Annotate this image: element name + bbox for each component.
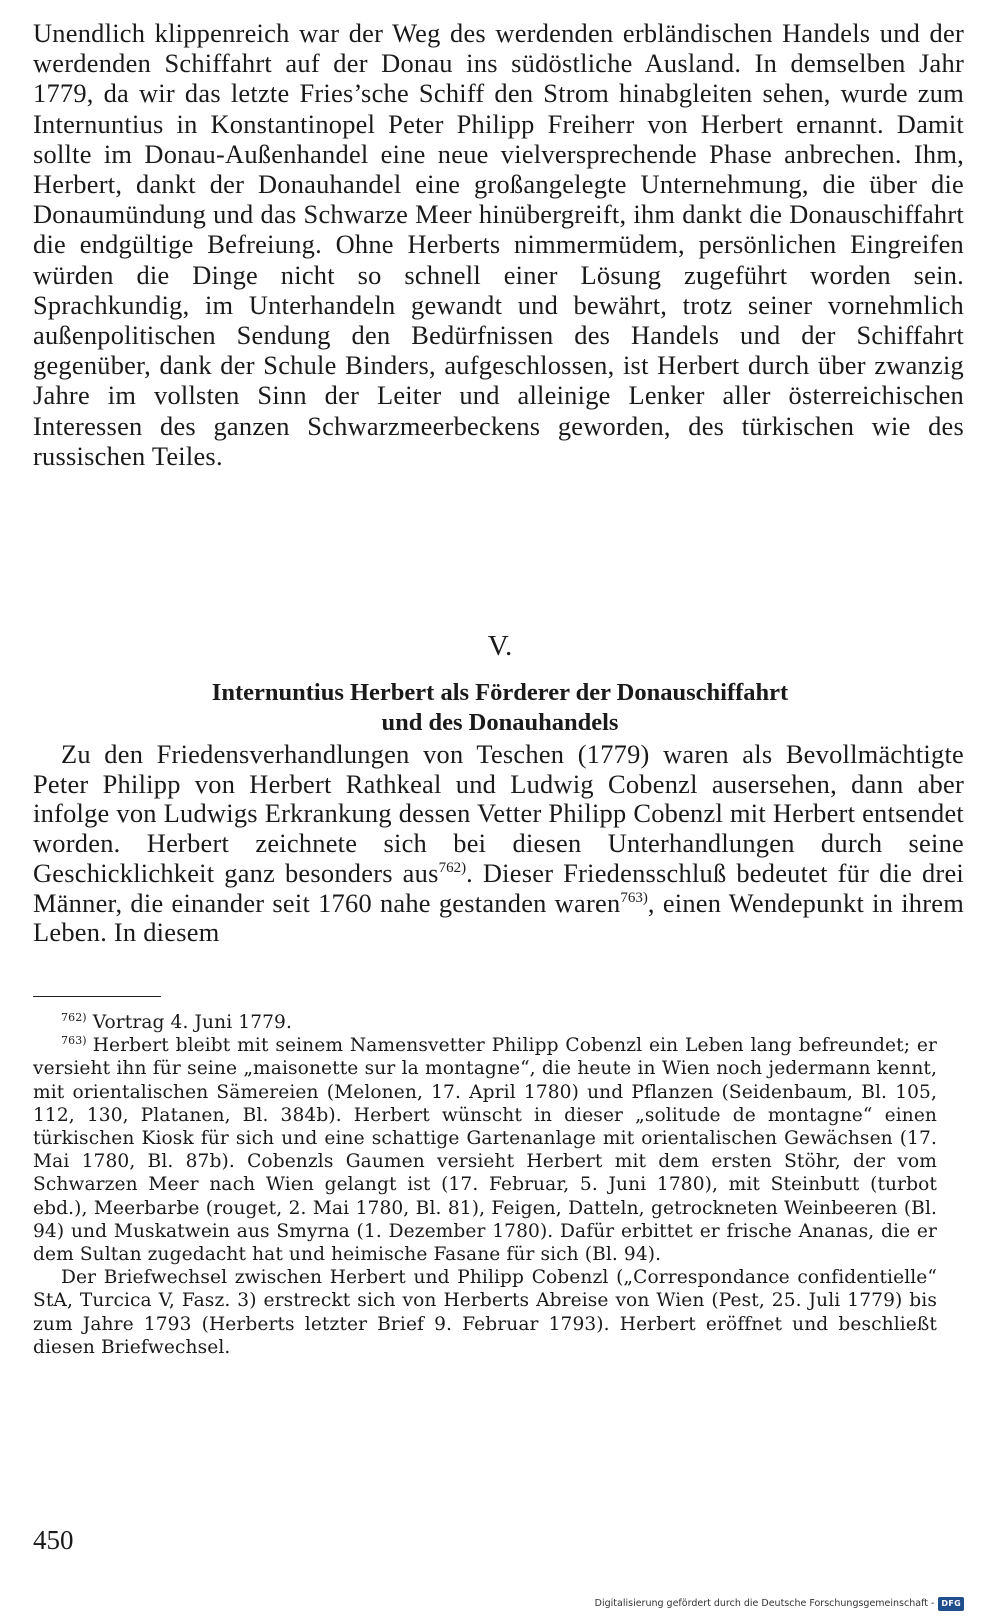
footnote-763-text: Herbert bleibt mit seinem Namensvetter Philipp Cobenzl ein Leben lang befreundet; er versieht ihn für seine „maisonette sur la montagne“, die heute in Wien noch jedermann kennt, mit orientalischen Sämereien (Melonen, 17. April 1780) und Pflanzen (Seidenbaum, Bl. 105, 112, 130, Platanen, Bl. 384b). Herbert wünscht in dieser „solitude de montagne“ einen türkischen Kiosk für sich und eine schattige Gartenanlage mit orientalischen Gewächsen (17. Mai 1780, Bl. 87b). Cobenzls Gaumen versieht Herbert mit dem ersten Stöhr, der vom Schwarzen Meer nach Wien gelangt ist (17. Februar, 5. Juni 1780), mit Steinbutt (turbot ebd.), Meerbarbe (rouget, 2. Mai 1780, Bl. 81), Feigen, Datteln, getrockneten Weinbeeren (Bl. 94) und Muskatwein aus Smyrna (1. Dezember 1780). Dafür erbittet er frische Ananas, die er dem Sultan zugedacht hat und heimische Fasane für sich (Bl. 94).: [33, 1035, 937, 1266]
digitization-credit: [595, 1597, 964, 1611]
footnote-763: [33, 1034, 937, 1266]
body-paragraph-2-part-a: Zu den Friedensverhandlungen von Teschen (1779) waren als Bevollmächtigte Peter Philipp von Herbert Rathkeal und Ludwig Cobenzl ausersehen, dann aber infolge von Ludwigs Erkrankung dessen Vetter Philipp Cobenzl mit Herbert entsendet worden. Herbert zeichnete sich bei diesen Unterhandlungen durch seine Geschicklichkeit ganz besonders aus: [33, 739, 964, 888]
footnote-separator: [33, 996, 161, 997]
footnote-763-continuation: Der Briefwechsel zwischen Herbert und Philipp Cobenzl („Correspondance confidentielle“ StA, Turcica V, Fasz. 3) erstreckt sich von Herberts Abreise von Wien (Pest, 25. Juli 1779) bis zum Jahre 1793 (Herberts letzter Brief 9. Februar 1793). Herbert eröffnet und beschließt diesen Briefwechsel.: [33, 1267, 937, 1358]
footnote-reference-763: 763): [620, 889, 648, 906]
body-paragraph-1: Unendlich klippenreich war der Weg des werdenden erbländischen Handels und der werdenden Schiffahrt auf der Donau ins südöstliche Ausland. In demselben Jahr 1779, da wir das letzte Fries’sche Schiff den Strom hinabgleiten sehen, wurde zum Internuntius in Konstantinopel Peter Philipp Freiherr von Herbert ernannt. Damit sollte im Donau-Außenhandel eine neue vielversprechende Phase anbrechen. Ihm, Herbert, dankt der Donauhandel eine großangelegte Unternehmung, die über die Donaumündung und das Schwarze Meer hinübergreift, ihm dankt die Donauschiffahrt die endgültige Befreiung. Ohne Herberts nimmermüdem, persönlichen Eingreifen würden die Dinge nicht so schnell einer Lösung zugeführt worden sein. Sprachkundig, im Unterhandeln gewandt und bewährt, trotz seiner vornehmlich außenpolitischen Sendung den Bedürfnissen des Handels und der Schiffahrt gegenüber, dank der Schule Binders, aufgeschlossen, ist Herbert durch über zwanzig Jahre im vollsten Sinn der Leiter und alleinige Lenker aller österreichischen Interessen des ganzen Schwarzmeerbeckens geworden, des türkischen wie des russischen Teiles.: [33, 18, 964, 471]
footnote-763-mark: 763): [61, 1034, 87, 1048]
digitization-credit-text: Digitalisierung gefördert durch die Deutsche Forschungsgemeinschaft -: [594, 1598, 935, 1609]
page-number: 450: [33, 1525, 74, 1555]
footnote-reference-762: 762): [438, 859, 467, 876]
section-heading-line-2: und des Donauhandels: [381, 709, 619, 736]
body-paragraph-2: [33, 740, 964, 948]
body-paragraph-2-part-c: , einen Wendepunkt in ihrem Leben. In diesem: [33, 887, 964, 948]
section-heading: [60, 678, 940, 738]
footnote-762-mark: 762): [61, 1011, 87, 1024]
section-heading-line-1: Internuntius Herbert als Förderer der Donauschiffahrt: [211, 679, 789, 706]
body-paragraph-2-part-b: . Dieser Friedensschluß bedeutet für die drei Männer, die einander seit 1760 nahe gestanden waren: [33, 857, 965, 918]
dfg-logo: DFG: [938, 1597, 964, 1611]
footnote-762-text: Vortrag 4. Juni 1779.: [92, 1012, 292, 1033]
footnote-762: [33, 1011, 937, 1034]
footnotes: [33, 1011, 937, 1359]
section-number: V.: [487, 630, 513, 662]
